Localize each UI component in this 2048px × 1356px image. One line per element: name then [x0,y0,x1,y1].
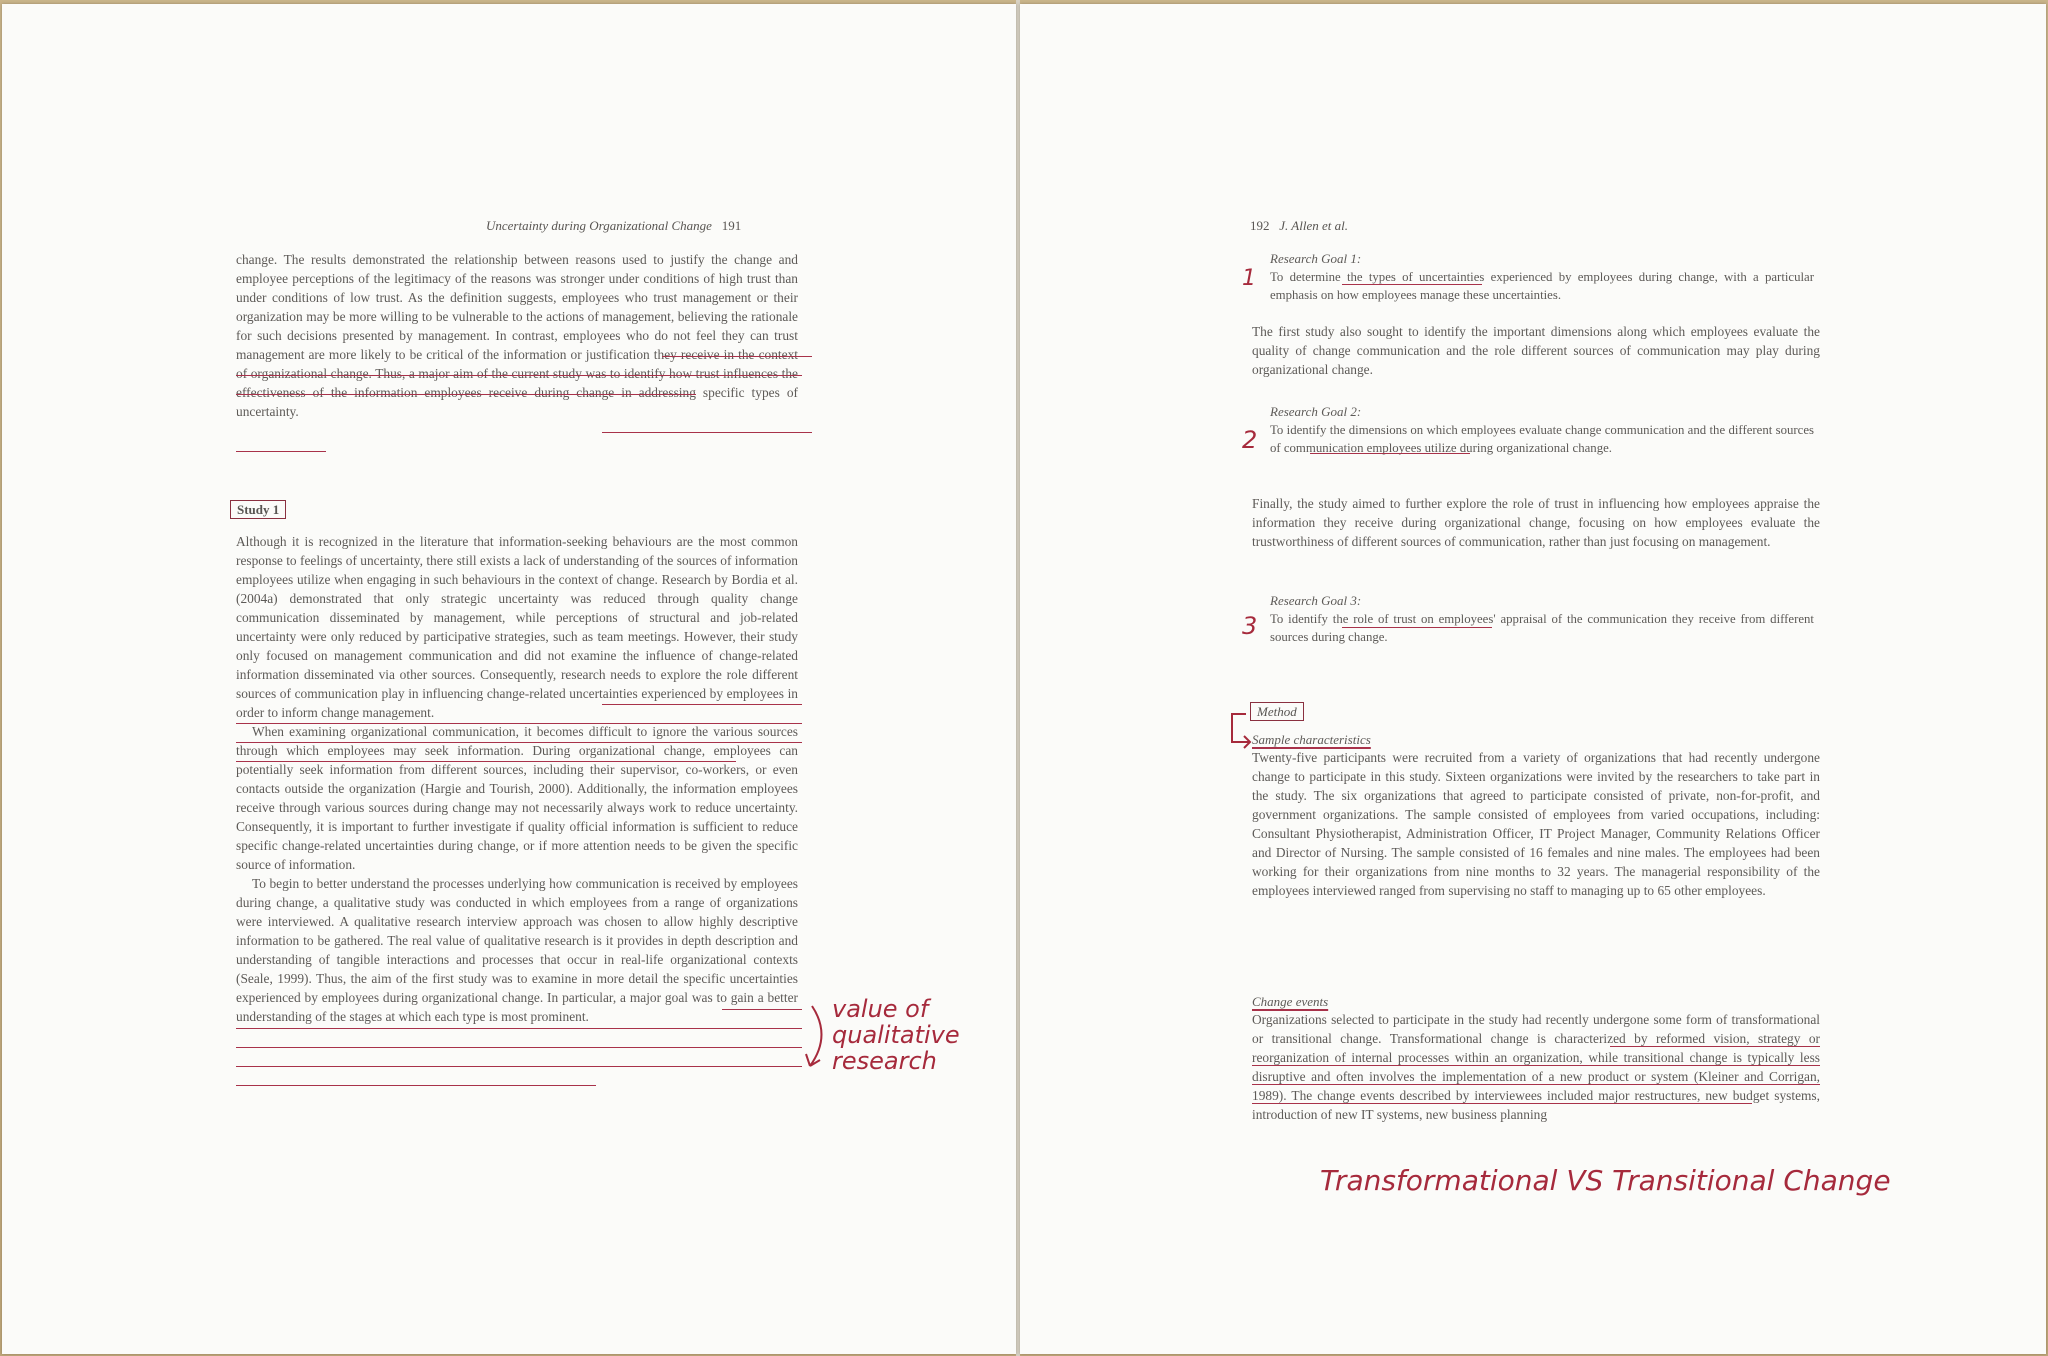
pen-underline [1310,453,1470,454]
change-paragraph [1252,1010,1820,1124]
pen-underline [602,432,812,433]
study1-para-b: When examining organizational communication, it becomes difficult to ignore the various sources through which employees may seek information. During organizational change, employees can potentially seek information from different sources, including their supervisor, co-workers, or even contacts outside the organization (Hargie and Tourish, 2000). Additionally, the information employees receive through various sources during change may not necessarily always work to reduce uncertainty. Consequently, it is important to further investigate if quality official information is sufficient to reduce specific change-related uncertainties during change, or if more attention needs to be given the specific source of information. [236,724,798,872]
header-title: Uncertainty during Organizational Change [486,218,712,233]
study1-section [236,532,798,1026]
pen-underline [236,1028,802,1029]
pen-underline [236,1085,596,1086]
study1-heading: Study 1 [230,500,286,519]
handnote-line: value of [832,995,929,1023]
study1-para-c: To begin to better understand the processes underlying how communication is received by employees during change, a qualitative study was conducted in which employees from a range of organizations were interviewed. A qualitative research interview approach was chosen to allow highly descriptive information to be gathered. The real value of qualitative research is it provides in depth description and understanding of tangible interactions and processes that occur in real-life organizational contexts (Seale, 1999). Thus, the aim of the first study was to examine in more detail the specific uncertainties experienced by employees during organizational change. In particular, a major goal was to gain a better understanding of the stages at which each type is most prominent. [236,876,798,1024]
research-goal-1 [1270,250,1814,304]
sample-heading [1252,730,1371,749]
goal-text: To determine the types of uncertainties experienced by employees during change, with a particular emphasis on how employees manage these uncertainties. [1270,270,1814,302]
change-text: Organizations selected to participate in the study had recently undergone some form of transformational or transitional change. Transformational change is characterized by reformed vision, strategy or reorganization of internal processes within an organization, while transitional change is typically less disruptive and often involves the implementation of a new product or system (Kleiner and Corrigan, 1989). The change events described by interviewees included major restructures, new budget systems, introduction of new IT systems, new business planning [1252,1012,1820,1122]
running-header [486,218,741,234]
right-page [1020,4,2046,1354]
goal-number-handnote: 3 [1242,612,1258,640]
method-heading: Method [1250,702,1304,721]
pen-underline [236,723,802,724]
change-heading [1252,992,1328,1011]
study1-para-a: Although it is recognized in the literature that information-seeking behaviours are the most common response to feelings of uncertainty, there still exists a lack of understanding of the sources of information employees utilize when engaging in such behaviours in the context of change. Research by Bordia et al. (2004a) demonstrated that only strategic uncertainty was reduced through quality change communication disseminated by management, while perceptions of structural and job-related uncertainty were only reduced by participative strategies, such as team meetings. However, their study only focused on management communication and did not examine the influence of change-related information disseminated via other sources. Consequently, research needs to explore the role different sources of communication play in influencing change-related uncertainties experienced by employees in order to inform change management. [236,534,798,720]
pen-underline [1252,1065,1820,1066]
finally-text: Finally, the study aimed to further explore the role of trust in influencing how employees appraise the information they receive during organizational change, focusing on how employees evaluate the trustworthiness of different sources of communication, rather than just focusing on management. [1252,496,1820,549]
pen-underline [1342,627,1492,628]
goal-number-handnote: 1 [1242,266,1256,291]
pen-underline [1252,1103,1752,1104]
pen-underline [1610,1046,1820,1047]
handnote-line: research [832,1047,937,1075]
pen-underline [602,704,802,705]
page-number: 192 [1250,218,1270,233]
pen-underline [662,356,812,357]
sample-text: Twenty-five participants were recruited from a variety of organizations that had recently undergone change to participate in this study. Sixteen organizations were invited by the researchers to take part in the study. The six organizations that agreed to participate consisted of private, non-for-profit, and government organizations. The sample consisted of employees from varied occupations, including: Consultant Physiotherapist, Administration Officer, IT Project Manager, Community Relations Officer and Director of Nursing. The sample consisted of 16 females and nine males. The employees had been working for their organizations from nine months to 32 years. The managerial responsibility of the employees interviewed ranged from supervising no staff to managing up to 65 other employees. [1252,750,1820,898]
pen-underline [236,1066,802,1067]
pen-underline [236,451,326,452]
pen-underline [236,742,802,743]
pen-underline [1252,1084,1820,1085]
page-number: 191 [721,218,742,233]
intro-text: change. The results demonstrated the relationship between reasons used to justify the change and employee perceptions of the legitimacy of the reasons was stronger under conditions of high trust than under conditions of low trust. As the definition suggests, employees who trust management or their organization may be more willing to be vulnerable to the actions of management, believing the rationale for such decisions presented by management. In contrast, employees who do not feel they can trust management are more likely to be critical of the information or justification they receive in the context of organizational change. Thus, a major aim of the current study was to identify how trust influences the effectiveness of the information employees receive during change in addressing specific types of uncertainty. [236,252,798,419]
header-author: J. Allen et al. [1279,218,1348,233]
goal-title: Research Goal 3: [1270,593,1362,608]
research-goal-3 [1270,592,1814,646]
goal-number-handnote: 2 [1242,426,1258,454]
pen-underline [236,761,736,762]
left-page [2,4,1016,1354]
pen-underline [722,1009,802,1010]
finally-paragraph [1252,494,1820,551]
first-study-paragraph [1252,322,1820,379]
goal-text: To identify the role of trust on employees' appraisal of the communication they receive from different sources during change. [1270,612,1814,644]
sample-heading-text: Sample characteristics [1252,732,1371,747]
first-study-text: The first study also sought to identify the important dimensions along which employees evaluate the quality of change communication and the role different sources of communication may play during organizational change. [1252,324,1820,377]
goal-title: Research Goal 1: [1270,251,1362,266]
sample-paragraph [1252,748,1820,900]
goal-text: To identify the dimensions on which employees evaluate change communication and the different sources of communication employees utilize during organizational change. [1270,423,1814,455]
pen-underline [236,375,802,376]
research-goal-2 [1270,403,1814,457]
bottom-handnote: Transformational VS Transitional Change [1320,1164,1891,1197]
goal-title: Research Goal 2: [1270,404,1362,419]
intro-paragraph [236,250,798,421]
pen-underline [1342,284,1482,285]
margin-handnote [832,996,960,1074]
change-heading-text: Change events [1252,994,1329,1009]
pen-underline [236,1047,802,1048]
running-header [1250,218,1348,234]
pen-underline [236,394,696,395]
handnote-line: qualitative [832,1021,960,1049]
